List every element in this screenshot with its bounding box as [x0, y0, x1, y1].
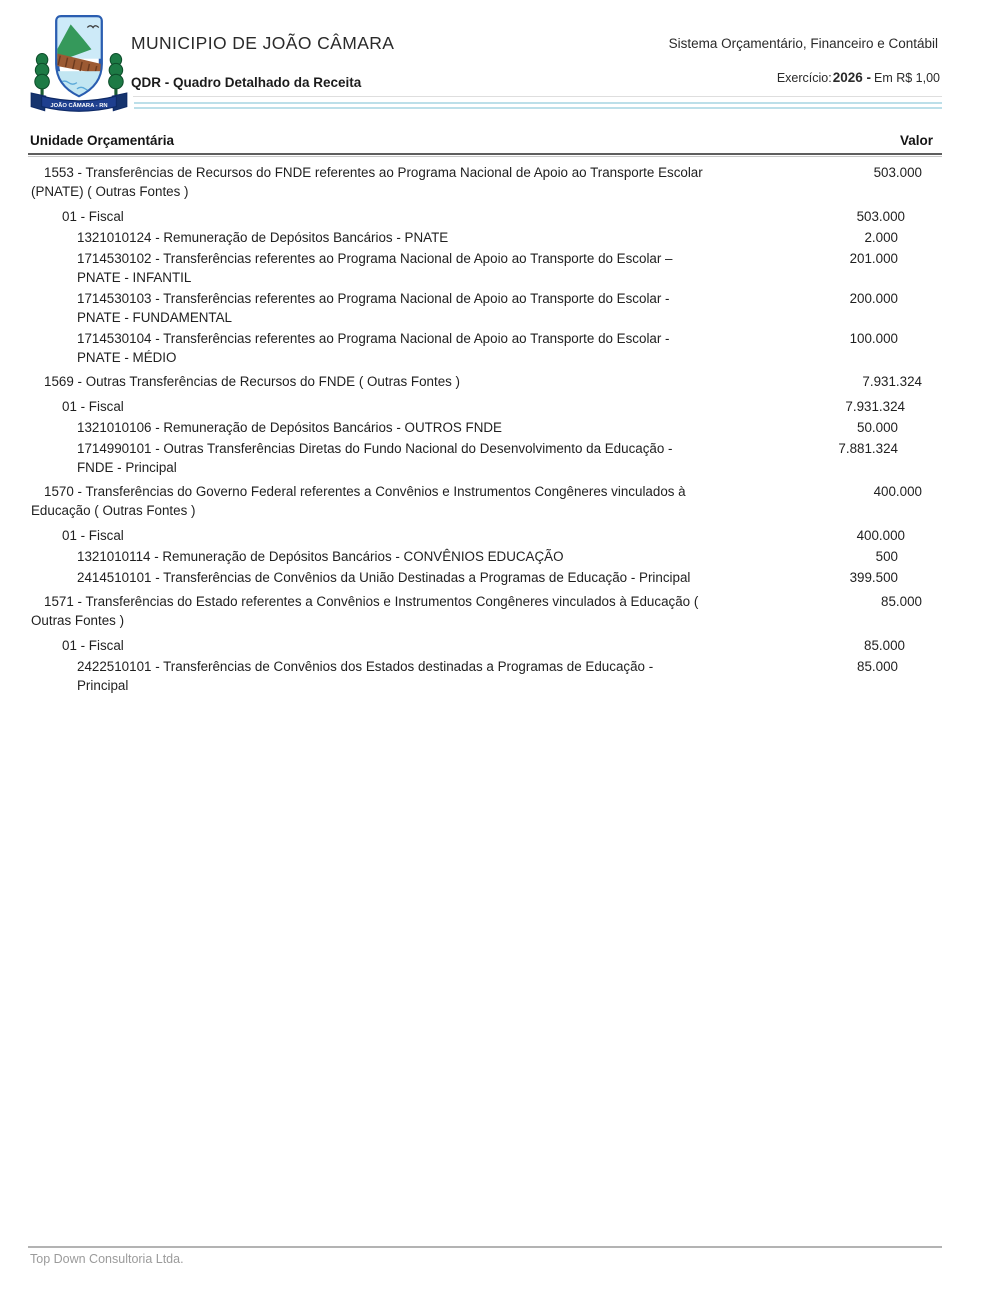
table-row — [28, 249, 942, 287]
row-value: 100.000 — [849, 331, 898, 346]
row-description: 2414510101 - Transferências de Convênios da União Destinadas a Programas de Educação - Principal — [77, 570, 691, 585]
crest-right-tree — [109, 54, 124, 96]
table-row — [28, 418, 942, 437]
row-value: 399.500 — [849, 570, 898, 585]
table-row — [28, 482, 942, 520]
row-value: 7.931.324 — [862, 374, 922, 389]
currency-note: Em R$ 1,00 — [873, 71, 940, 85]
row-description: 1321010106 - Remuneração de Depósitos Bancários - OUTROS FNDE — [77, 420, 502, 435]
municipality-name: MUNICIPIO DE JOÃO CÂMARA — [131, 33, 395, 53]
row-description: 01 - Fiscal — [62, 399, 124, 414]
crest-left-tree — [35, 54, 50, 96]
row-description: 01 - Fiscal — [62, 638, 124, 653]
row-value: 50.000 — [857, 420, 898, 435]
row-description: 1569 - Outras Transferências de Recursos do FNDE ( Outras Fontes ) — [44, 374, 461, 389]
table-row — [28, 228, 942, 247]
table-row — [28, 592, 942, 630]
row-value: 85.000 — [881, 594, 922, 609]
crest-banner-text: JOÃO CÂMARA - RN — [50, 103, 108, 110]
row-description: 1714530104 - Transferências referentes ao Programa Nacional de Apoio ao Transporte do Escolar - PNATE - MÉDIO — [77, 331, 670, 365]
row-description: 1321010124 - Remuneração de Depósitos Bancários - PNATE — [77, 230, 449, 245]
row-description: 2422510101 - Transferências de Convênios dos Estados destinadas a Programas de Educação - Principal — [77, 659, 654, 693]
row-value: 503.000 — [856, 209, 905, 224]
footer-company: Top Down Consultoria Ltda. — [30, 1252, 184, 1266]
municipality-crest-logo — [30, 14, 128, 118]
table-row — [28, 657, 942, 695]
exercise-label: Exercício: — [776, 71, 832, 85]
footer-rule — [28, 1246, 942, 1248]
header-rule-thin — [133, 96, 942, 97]
row-description: 1714530103 - Transferências referentes ao Programa Nacional de Apoio ao Transporte do Escolar - PNATE - FUNDAMENTAL — [77, 291, 670, 325]
row-value: 503.000 — [873, 165, 922, 180]
system-name: Sistema Orçamentário, Financeiro e Contábil — [668, 36, 938, 51]
table-row — [28, 372, 942, 391]
row-value: 400.000 — [856, 528, 905, 543]
column-header-unidade: Unidade Orçamentária — [30, 133, 175, 148]
table-row — [28, 329, 942, 367]
row-value: 400.000 — [873, 484, 922, 499]
exercise-year: 2026 - — [832, 70, 871, 85]
table-row — [28, 568, 942, 587]
table-row — [28, 636, 942, 655]
crest-shield — [57, 17, 101, 97]
row-description: 1571 - Transferências do Estado referentes a Convênios e Instrumentos Congêneres vinculados à Educação ( Outras Fontes ) — [31, 594, 699, 628]
row-value: 85.000 — [864, 638, 905, 653]
table-row — [28, 163, 942, 201]
row-value: 7.881.324 — [838, 441, 898, 456]
row-value: 85.000 — [857, 659, 898, 674]
table-row — [28, 207, 942, 226]
row-description: 1714990101 - Outras Transferências Diretas do Fundo Nacional do Desenvolvimento da Educação - FNDE - Principal — [77, 441, 673, 475]
row-value: 7.931.324 — [845, 399, 905, 414]
report-title: QDR - Quadro Detalhado da Receita — [131, 75, 362, 90]
row-value: 200.000 — [849, 291, 898, 306]
row-description: 01 - Fiscal — [62, 528, 124, 543]
row-description: 1570 - Transferências do Governo Federal referentes a Convênios e Instrumentos Congêneres vinculados à Educação ( Outras Fontes ) — [31, 484, 686, 518]
header-rule-accent — [134, 102, 942, 109]
row-description: 1714530102 - Transferências referentes ao Programa Nacional de Apoio ao Transporte do Escolar – PNATE - INFANTIL — [77, 251, 673, 285]
table-row — [28, 289, 942, 327]
exercise-line — [777, 70, 940, 85]
table-row — [28, 439, 942, 477]
table-header-rule — [28, 153, 942, 157]
row-description: 1321010114 - Remuneração de Depósitos Bancários - CONVÊNIOS EDUCAÇÃO — [77, 549, 564, 564]
row-value: 500 — [875, 549, 898, 564]
table-row — [28, 526, 942, 545]
table-row — [28, 547, 942, 566]
table-row — [28, 397, 942, 416]
row-value: 201.000 — [849, 251, 898, 266]
row-description: 01 - Fiscal — [62, 209, 124, 224]
row-description: 1553 - Transferências de Recursos do FNDE referentes ao Programa Nacional de Apoio ao Transporte Escolar (PNATE) ( Outras Fontes ) — [31, 165, 703, 199]
row-value: 2.000 — [864, 230, 898, 245]
table-body — [28, 158, 942, 695]
column-header-valor: Valor — [899, 133, 933, 148]
